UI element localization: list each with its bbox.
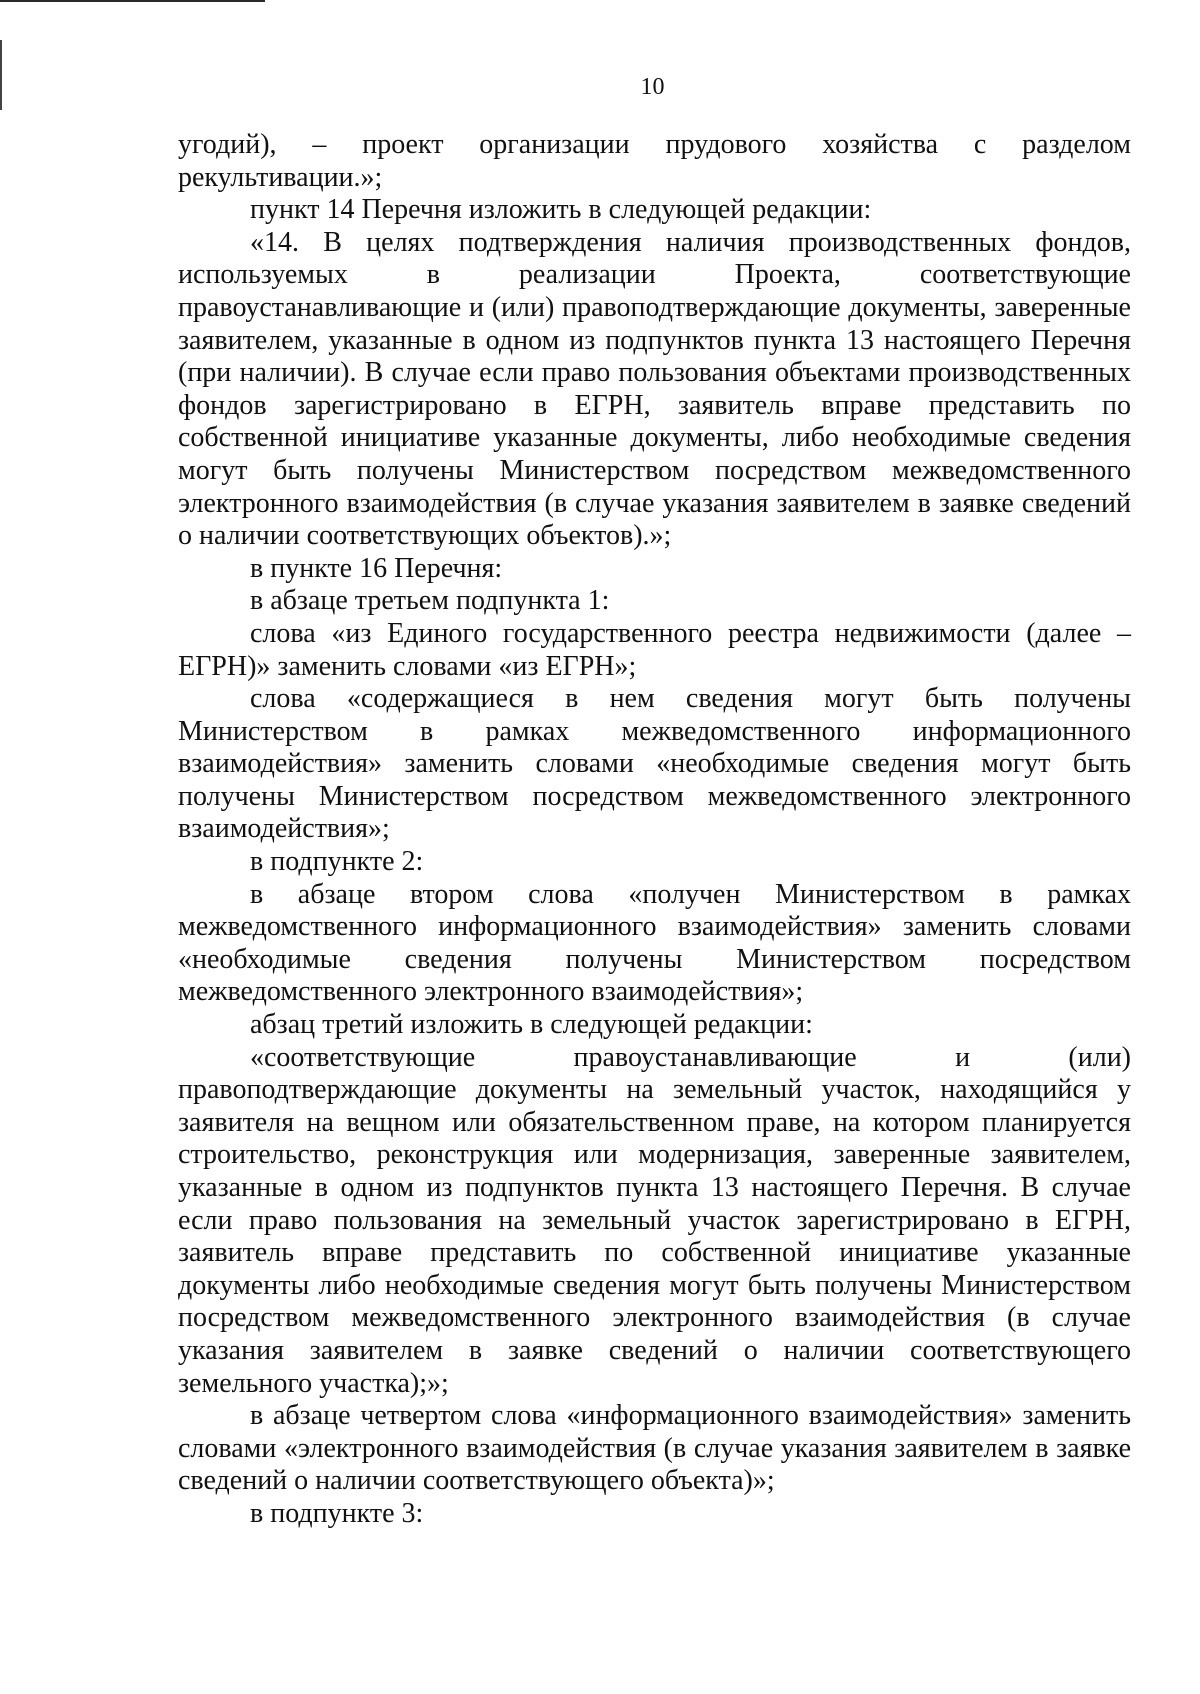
paragraph: в подпункте 3: — [250, 1497, 424, 1529]
paragraph: в абзаце четвертом слова «информационного взаимодействия» заменить словами «электронного взаимодействия (в случае указания заявителем в заявке сведений о наличии соответствующего объекта)»; — [178, 1400, 1131, 1497]
page-number: 10 — [640, 74, 665, 100]
paragraph: в подпункте 2: — [250, 846, 424, 878]
document-body — [178, 129, 1131, 1531]
paragraph: «соответствующие правоустанавливающие и (или) правоподтверждающие документы на земельный участок, находящийся у заявителя на вещном или обязательственном праве, на котором планируется строительство, реконструкция или модернизация, заверенные заявителем, указанные в одном из подпунктов пункта 13 настоящего Перечня. В случае если право пользования на земельный участок зарегистрировано в ЕГРН, заявитель вправе представить по собственной инициативе указанные документы либо необходимые сведения могут быть получены Министерством посредством межведомственного электронного взаимодействия (в случае указания заявителем в заявке сведений о наличии соответствующего земельного участка);»; — [178, 1041, 1131, 1399]
paragraph: «14. В целях подтверждения наличия производственных фондов, используемых в реализации Проекта, соответствующие правоустанавливающие и (или) правоподтверждающие документы, заверенные заявителем, указанные в одном из подпунктов пункта 13 настоящего Перечня (при наличии). В случае если право пользования объектами производственных фондов зарегистрировано в ЕГРН, заявитель вправе представить по собственной инициативе указанные документы, либо необходимые сведения могут быть получены Министерством посредством межведомственного электронного взаимодействия (в случае указания заявителем в заявке сведений о наличии соответствующих объектов).»; — [178, 226, 1131, 552]
paragraph: угодий), – проект организации прудового хозяйства с разделом рекультивации.»; — [178, 129, 1131, 193]
paragraph: в пункте 16 Перечня: — [250, 552, 503, 584]
paragraph: слова «содержащиеся в нем сведения могут быть получены Министерством в рамках межведомственного информационного взаимодействия» заменить словами «необходимые сведения могут быть получены Министерством посредством межведомственного электронного взаимодействия»; — [178, 683, 1131, 845]
paragraph: пункт 14 Перечня изложить в следующей редакции: — [250, 194, 872, 226]
paragraph: слова «из Единого государственного реестра недвижимости (далее – ЕГРН)» заменить словами «из ЕГРН»; — [178, 617, 1131, 682]
paragraph: абзац третий изложить в следующей редакции: — [250, 1009, 813, 1041]
paragraph: в абзаце третьем подпункта 1: — [250, 585, 610, 617]
scan-edge-mark-top — [0, 0, 265, 2]
paragraph: в абзаце втором слова «получен Министерством в рамках межведомственного информационного взаимодействия» заменить словами «необходимые сведения получены Министерством посредством межведомственного электронного взаимодействия»; — [178, 878, 1131, 1008]
